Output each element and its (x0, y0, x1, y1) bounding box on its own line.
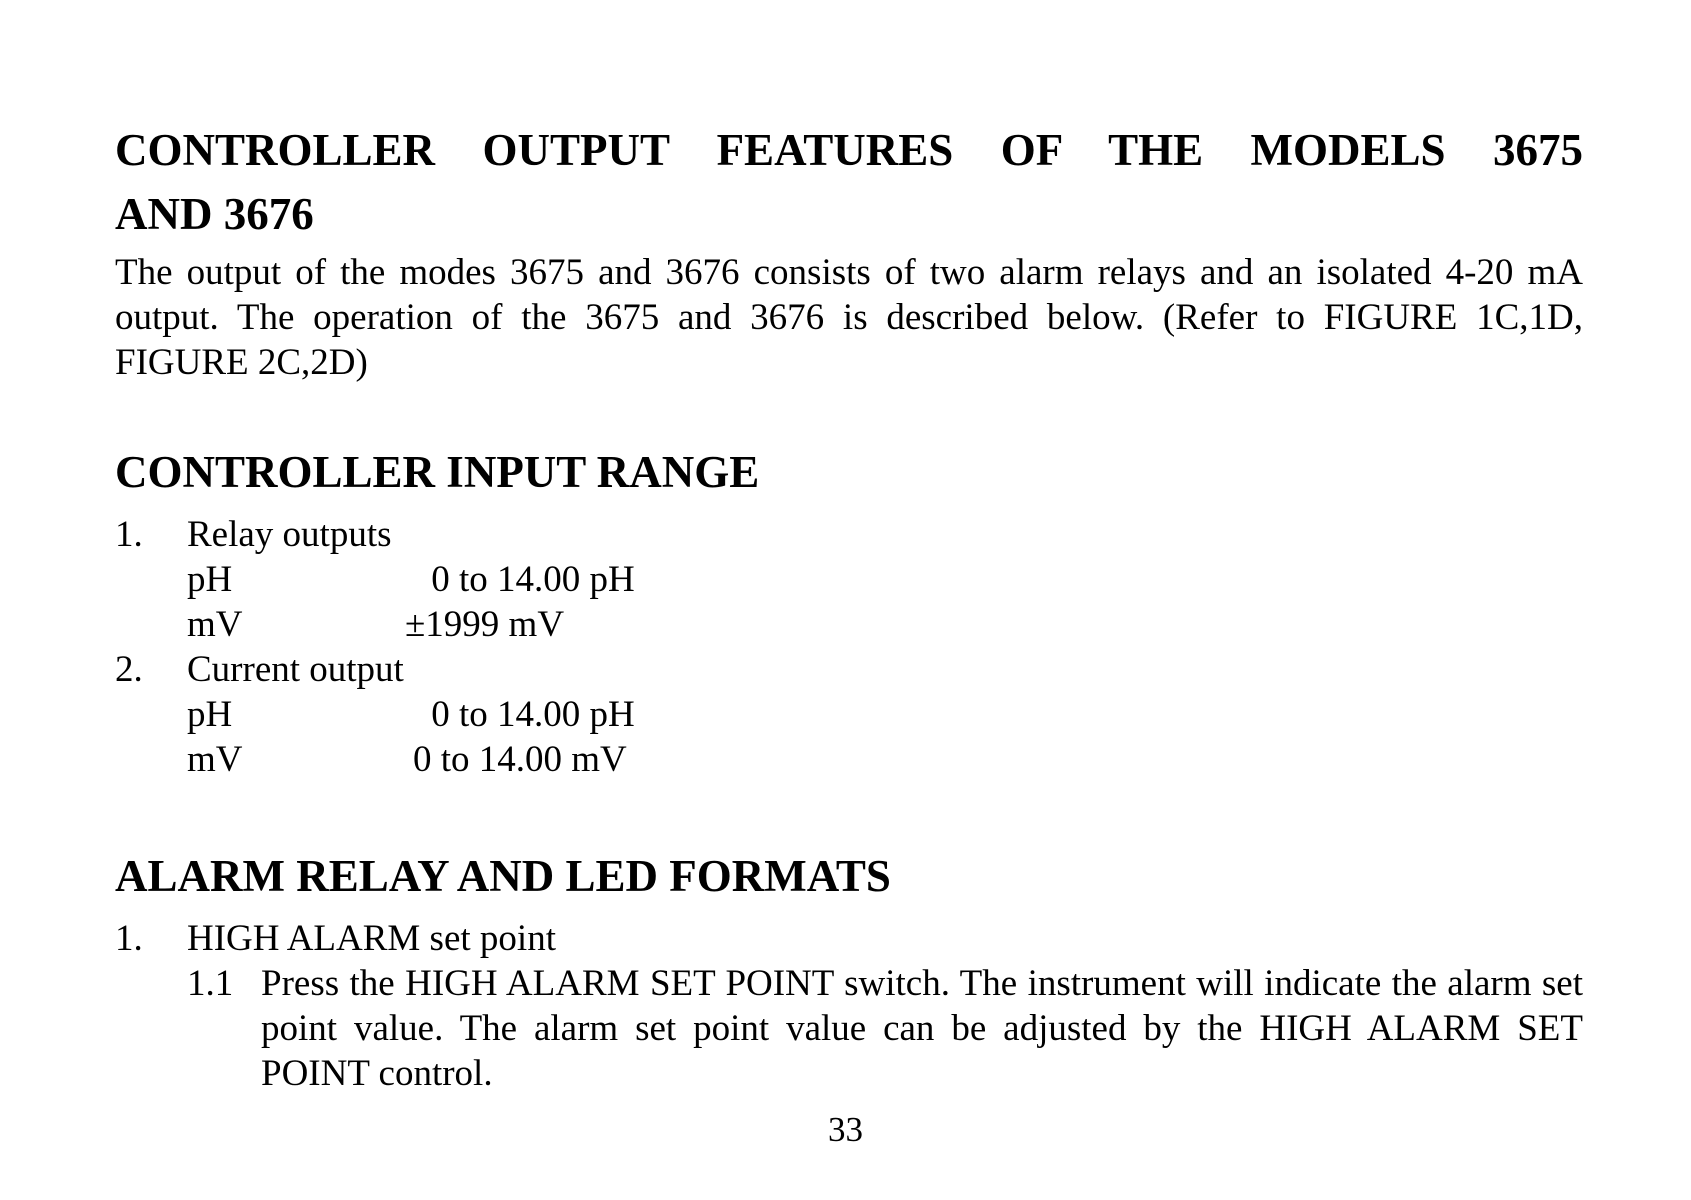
list-item-number: 2. (115, 649, 143, 690)
section-heading-output-features-cont: AND 3676 (115, 189, 314, 239)
range-row-name: mV (187, 739, 243, 780)
range-row-value: 0 to 14.00 pH (422, 559, 635, 600)
sub-item-number: 1.1 (187, 963, 234, 1004)
range-row-value: 0 to 14.00 pH (422, 694, 635, 735)
range-row-name: pH (187, 694, 233, 735)
list-item (115, 647, 1583, 692)
input-range-list (115, 512, 1583, 782)
range-row (115, 602, 1583, 647)
sub-item (115, 961, 1583, 1096)
range-row (115, 692, 1583, 737)
output-features-paragraph: The output of the modes 3675 and 3676 consists of two alarm relays and an isolated 4-20 mA output. The operation of the 3675 and 3676 is described below. (Refer to FIGURE 1C,1D, FIGURE 2C,2D) (115, 252, 1583, 383)
range-row-value: 0 to 14.00 mV (413, 739, 627, 780)
sub-item-text: Press the HIGH ALARM SET POINT switch. The instrument will indicate the alarm set point value. The alarm set point value can be adjusted by the HIGH ALARM SET POINT control. (261, 963, 1583, 1094)
alarm-formats-list (115, 916, 1583, 1096)
section-heading-output-features: CONTROLLER OUTPUT FEATURES OF THE MODELS 3675 (115, 125, 1583, 175)
page-number: 33 (828, 1110, 863, 1149)
range-row-name: mV (187, 604, 243, 645)
list-item-label: HIGH ALARM set point (187, 918, 556, 959)
range-row (115, 737, 1583, 782)
document-page (115, 118, 1583, 1096)
alarm-formats-section (115, 844, 1583, 1096)
section-heading-alarm-formats: ALARM RELAY AND LED FORMATS (115, 851, 891, 901)
list-item-label: Relay outputs (187, 514, 392, 555)
section-heading-input-range: CONTROLLER INPUT RANGE (115, 447, 760, 497)
list-item-number: 1. (115, 514, 143, 555)
list-item (115, 512, 1583, 557)
range-row-value: ±1999 mV (405, 604, 565, 645)
range-row (115, 557, 1583, 602)
list-item-number: 1. (115, 918, 143, 959)
range-row-name: pH (187, 559, 233, 600)
list-item (115, 916, 1583, 961)
list-item-label: Current output (187, 649, 404, 690)
input-range-section (115, 440, 1583, 782)
